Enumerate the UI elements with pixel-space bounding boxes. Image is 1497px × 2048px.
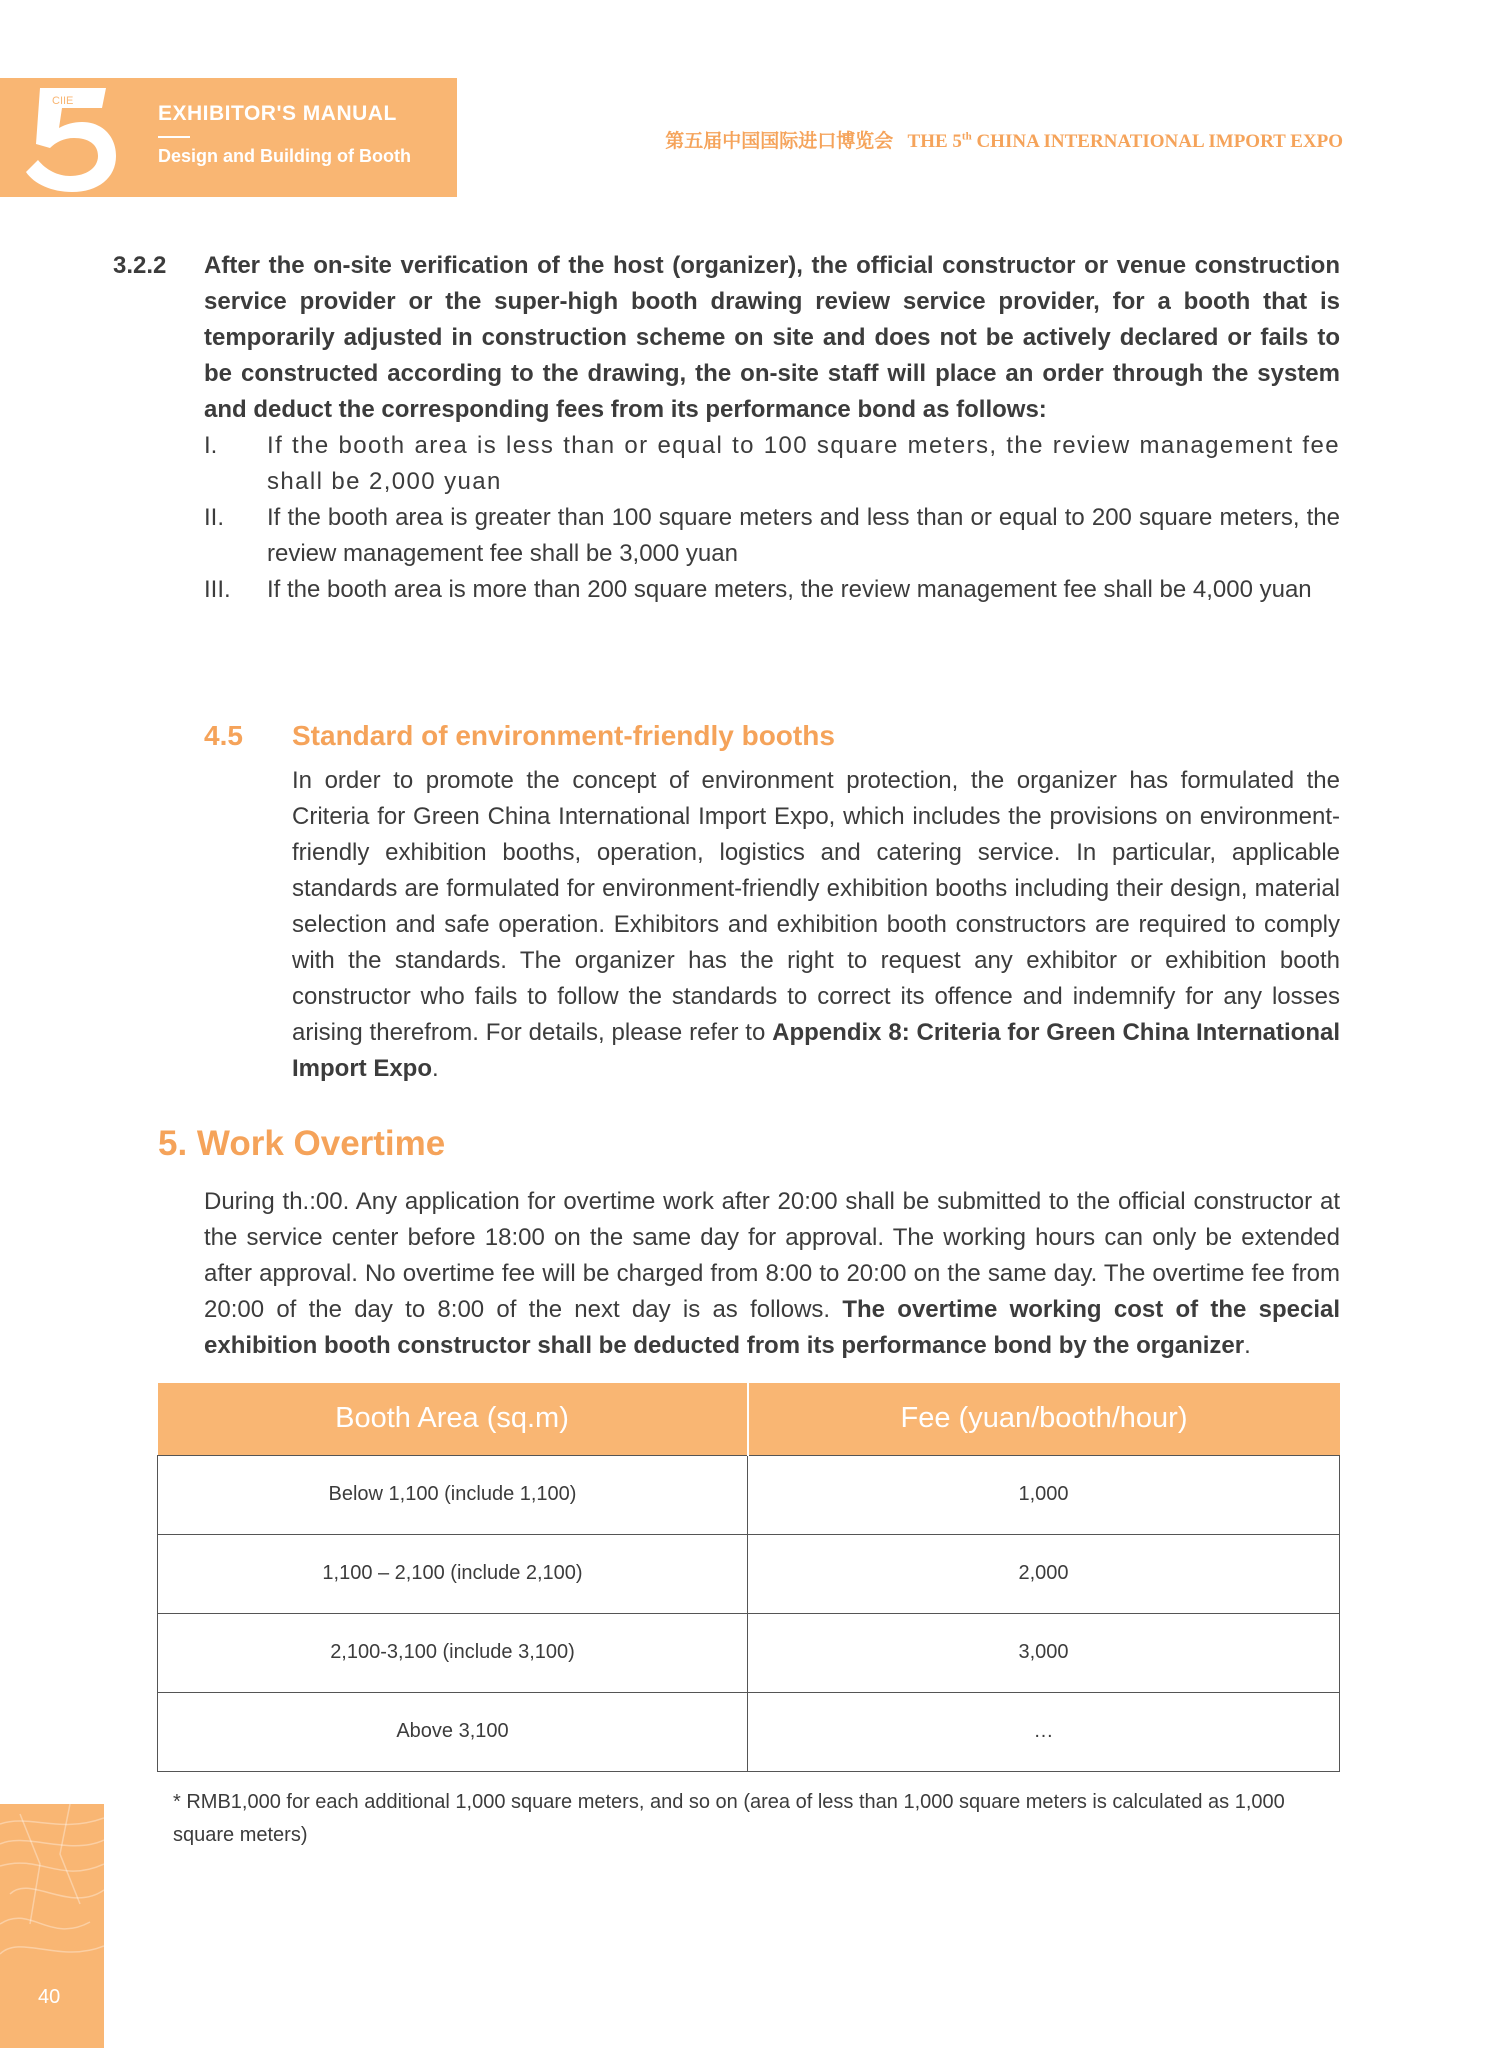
expo-name-en-prefix: THE 5 — [907, 131, 962, 152]
list-number: I. — [204, 432, 218, 459]
table-header-row — [158, 1383, 1340, 1455]
section-text: After the on-site verification of the host (organizer), the official constructor or venue construction service provider or the super-high booth drawing review service provider, for a booth that is temporarily adjusted in construction scheme on site and does not be actively declared or fails to be constructed according to the drawing, the on-site staff will place an order through the system and deduct the corresponding fees from its performance bond as follows: — [204, 252, 1340, 423]
list-number: II. — [204, 504, 225, 531]
list-text: If the booth area is more than 200 square meters, the review management fee shall be 4,000 yuan — [267, 576, 1312, 603]
expo-name — [665, 126, 1343, 153]
fee-cell: … — [748, 1692, 1340, 1771]
decorative-pattern-icon — [0, 1804, 104, 2048]
booth-area-cell: Above 3,100 — [158, 1692, 748, 1771]
expo-name-en-suffix: CHINA INTERNATIONAL IMPORT EXPO — [971, 131, 1343, 152]
booth-area-cell: 2,100-3,100 (include 3,100) — [158, 1613, 748, 1692]
table-row — [158, 1613, 1340, 1692]
overtime-fee-table — [157, 1383, 1340, 1772]
manual-title: EXHIBITOR'S MANUAL — [158, 102, 397, 125]
header-banner — [0, 78, 457, 197]
booth-area-cell: 1,100 – 2,100 (include 2,100) — [158, 1534, 748, 1613]
manual-subtitle: Design and Building of Booth — [158, 146, 411, 166]
section-3-2-2 — [113, 248, 1340, 608]
table-footnote: * RMB1,000 for each additional 1,000 square meters, and so on (area of less than 1,000 square meters is calculated as 1,000 square meters) — [173, 1791, 1285, 1846]
list-item — [204, 500, 1340, 572]
list-text: If the booth area is greater than 100 square meters and less than or equal to 200 square meters, the review management fee shall be 3,000 yuan — [267, 504, 1340, 567]
list-item — [204, 428, 1340, 500]
section-5-body — [204, 1184, 1340, 1364]
section-3-2-2-intro — [113, 248, 1340, 428]
column-header-booth-area: Booth Area (sq.m) — [158, 1383, 748, 1455]
chapter-heading: 5. Work Overtime — [158, 1124, 446, 1163]
section-4-5-number: 4.5 — [204, 720, 243, 751]
header-divider — [158, 136, 190, 138]
fee-cell: 2,000 — [748, 1534, 1340, 1613]
section-4-5-heading: Standard of environment-friendly booths — [292, 720, 835, 751]
logo-text: CIIE — [52, 95, 74, 107]
paragraph-end: . — [1244, 1332, 1251, 1359]
page-number: 40 — [38, 1986, 61, 2008]
table-row — [158, 1692, 1340, 1771]
section-4-5-body — [292, 763, 1340, 1087]
appendix-reference: Appendix 8: Criteria for Green China International Import Expo — [292, 1019, 1340, 1082]
expo-name-cn: 第五届中国国际进口博览会 — [665, 131, 894, 152]
paragraph-text: During th.:00. Any application for overtime work after 20:00 shall be submitted to the official constructor at the service center before 18:00 on the same day for approval. The working hours can only be extended after approval. No overtime fee will be charged from 8:00 to 20:00 on the same day. The overtime fee from 20:00 of the day to 8:00 of the next day is as follows. — [204, 1188, 1340, 1323]
list-item — [204, 572, 1340, 608]
fee-cell: 1,000 — [748, 1455, 1340, 1534]
list-text: If the booth area is less than or equal to 100 square meters, the review management fee shall be 2,000 yuan — [267, 432, 1340, 495]
expo-name-en-sup: th — [961, 130, 972, 143]
decorative-strip — [0, 1804, 104, 2048]
booth-area-cell: Below 1,100 (include 1,100) — [158, 1455, 748, 1534]
paragraph-text: In order to promote the concept of environment protection, the organizer has formulated the Criteria for Green China International Import Expo, which includes the provisions on environment-friendly exhibition booths, operation, logistics and catering service. In particular, applicable standards are formulated for environment-friendly exhibition booths including their design, material selection and safe operation. Exhibitors and exhibition booth constructors are required to comply with the standards. The organizer has the right to request any exhibitor or exhibition booth constructor who fails to follow the standards to correct its offence and indemnify for any losses arising therefrom. For details, please refer to — [292, 767, 1340, 1046]
table-row — [158, 1534, 1340, 1613]
list-number: III. — [204, 576, 231, 603]
ciie-logo-icon — [22, 84, 118, 192]
fee-cell: 3,000 — [748, 1613, 1340, 1692]
column-header-fee: Fee (yuan/booth/hour) — [748, 1383, 1340, 1455]
paragraph-end: . — [432, 1055, 439, 1082]
table-row — [158, 1455, 1340, 1534]
section-number: 3.2.2 — [113, 252, 167, 279]
bold-statement: The overtime working cost of the special exhibition booth constructor shall be deducted from its performance bond by the organizer — [204, 1296, 1341, 1359]
